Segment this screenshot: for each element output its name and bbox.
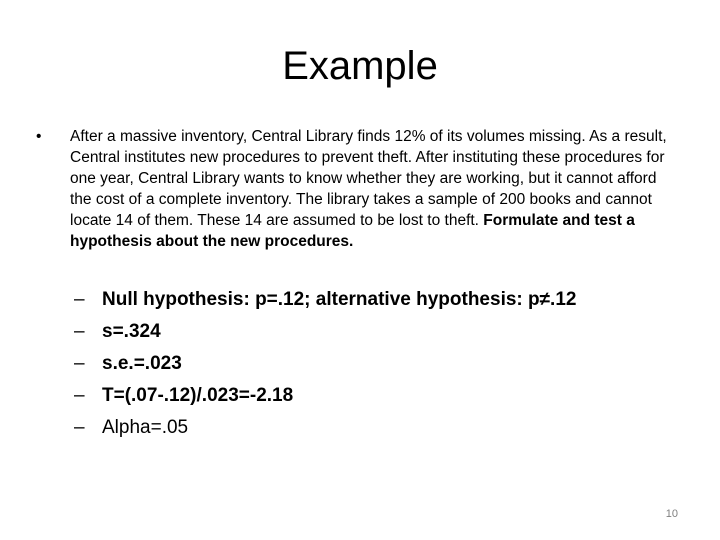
page-number: 10 bbox=[665, 508, 678, 520]
sub-bullet-standard-error bbox=[74, 350, 674, 382]
sub-bullet-text: T=(.07-.12)/.023=-2.18 bbox=[102, 385, 294, 406]
sub-bullet-text: Alpha=.05 bbox=[102, 417, 189, 438]
main-bullet bbox=[36, 126, 676, 252]
sub-bullet-hypotheses bbox=[74, 286, 674, 318]
dash-marker: – bbox=[74, 321, 85, 342]
task-instruction: Formulate and test a hypothesis about the new procedures. bbox=[70, 212, 635, 250]
sub-bullet-test-statistic bbox=[74, 382, 674, 414]
sub-bullet-standard-deviation bbox=[74, 318, 674, 350]
dash-marker: – bbox=[74, 385, 85, 406]
main-bullet-text bbox=[70, 126, 676, 252]
slide-title: Example bbox=[282, 44, 438, 88]
dash-marker: – bbox=[74, 417, 85, 438]
sub-bullet-text: s=.324 bbox=[102, 321, 161, 342]
sub-bullet-text: s.e.=.023 bbox=[102, 353, 182, 374]
dash-marker: – bbox=[74, 289, 85, 310]
sub-bullet-list bbox=[74, 286, 674, 446]
dash-marker: – bbox=[74, 353, 85, 374]
problem-statement: After a massive inventory, Central Library finds 12% of its volumes missing. As a result, Central institutes new procedures to prevent theft. After instituting these procedures for one year, Central Library wants to know whether they are working, but it cannot afford the cost of a complete inventory. The library takes a sample of 200 books and cannot locate 14 of them. These 14 are assumed to be lost to theft. bbox=[70, 128, 667, 229]
sub-bullet-alpha bbox=[74, 414, 674, 446]
sub-bullet-text: Null hypothesis: p=.12; alternative hypothesis: p≠.12 bbox=[102, 289, 577, 310]
bullet-marker: • bbox=[36, 128, 42, 145]
